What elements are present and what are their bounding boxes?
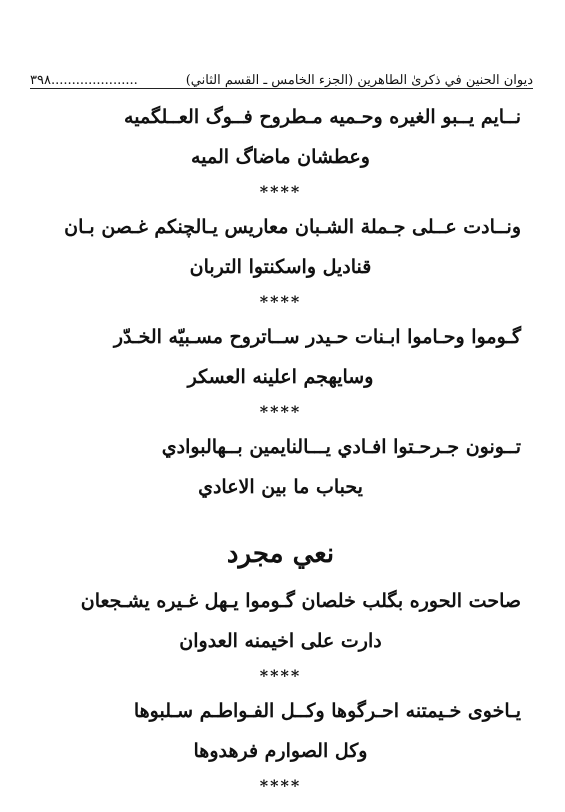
verse-refrain: دارت على اخيمنه العدوان	[179, 630, 382, 652]
verse-line: ونــادت عــلى جـملة الشـبان معاريس يـالچنكم غـصن بـان	[64, 216, 521, 238]
stanza-separator: ****	[259, 776, 302, 795]
verse-line: يـاخوى خـيمتنه احـرگوها وكــل الفـواطـم سـلبوها	[133, 700, 521, 722]
verse-refrain: يحباب ما بين الاعادي	[198, 476, 363, 498]
verse-refrain: وكل الصوارم فرهدوها	[193, 740, 368, 762]
verse-line: صاحت الحوره بگلب خلصان گـوموا يـهل غـيره يشـجعان	[80, 590, 521, 612]
verse-line: گـوموا وحـاموا ابـنات حـيدر ســاتروح مسـبيّه الخـدّر	[113, 326, 521, 348]
stanza-separator: ****	[259, 292, 302, 311]
poem-body	[40, 97, 521, 801]
page-header	[30, 60, 533, 88]
stanza-separator: ****	[259, 402, 302, 421]
verse-refrain: وعطشان ماضاگ الميه	[191, 146, 370, 168]
running-title: ديوان الحنين في ذكرىٰ الطاهرين (الجزء الخامس ـ القسم الثاني)	[185, 73, 533, 88]
verse-refrain: وسايهجم اعلينه العسكر	[187, 366, 374, 388]
stanza	[40, 427, 521, 507]
stanza-separator: ****	[259, 182, 302, 201]
page-number: ٣٩٨	[30, 73, 51, 88]
stanza	[40, 581, 521, 691]
stanza	[40, 207, 521, 317]
page-number-with-dots	[30, 73, 138, 88]
stanza	[40, 317, 521, 427]
stanza	[40, 691, 521, 801]
header-rule	[30, 88, 533, 89]
verse-refrain: قناديل واسكنتوا التربان	[189, 256, 372, 278]
verse-line: نــايم يــبو الغيره وحـميه مـطروح فــوگ العــلگميه	[124, 106, 521, 128]
section-title: نعي مجرد	[226, 539, 335, 569]
verse-line: تــونون جـرحـتوا افـادي يـــالنايمين بــهالبوادي	[161, 436, 521, 458]
stanza-separator: ****	[259, 666, 302, 685]
stanza	[40, 97, 521, 207]
leader-dots: .....................	[50, 73, 138, 88]
